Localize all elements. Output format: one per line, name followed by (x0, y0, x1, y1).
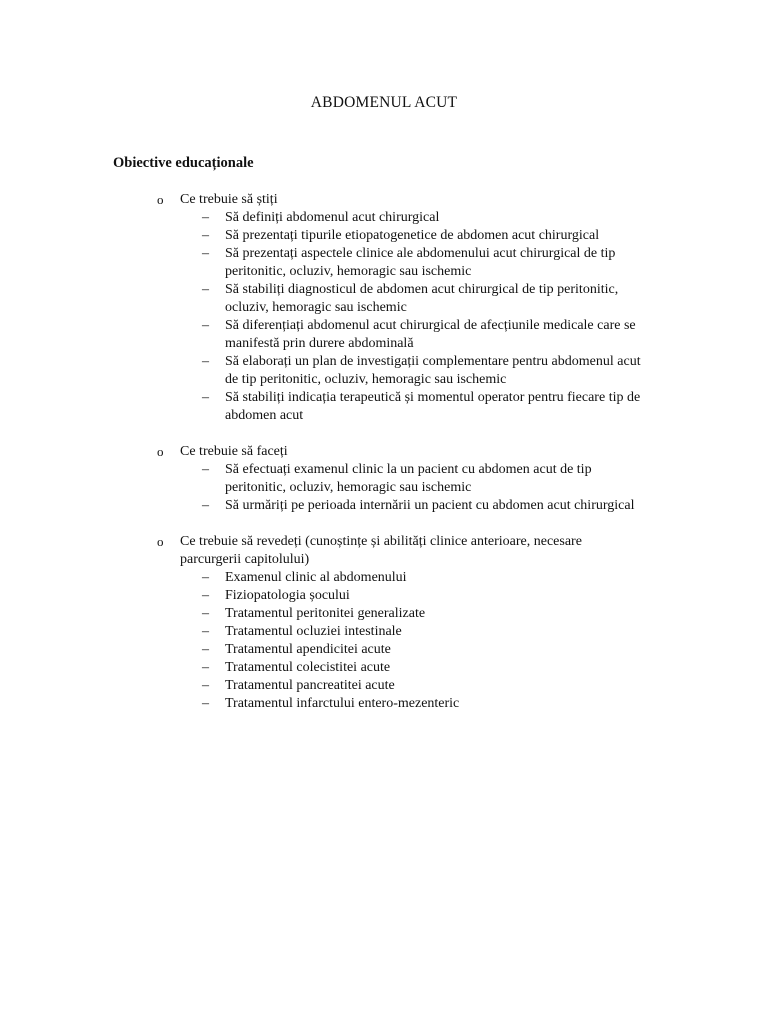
dash-bullet-icon: – (202, 210, 209, 225)
item-text: Tratamentul pancreatitei acute (225, 678, 395, 693)
item-text: Să efectuați examenul clinic la un pacient cu abdomen acut de tip peritonitic, ocluziv, hemoragic sau ischemic (225, 462, 592, 495)
question-text: Ce trebuie să știți (180, 192, 278, 207)
item-text: Să urmăriți pe perioada internării un pacient cu abdomen acut chirurgical (225, 498, 635, 513)
item-list (0, 461, 768, 515)
dash-bullet-icon: – (202, 462, 209, 477)
item-text: Tratamentul colecistitei acute (225, 660, 391, 675)
item-list (0, 569, 768, 713)
item-text: Tratamentul infarctului entero-mezenteric (225, 696, 460, 711)
item-text: Să definiți abdomenul acut chirurgical (225, 210, 440, 225)
item-text: Să stabiliți diagnosticul de abdomen acut chirurgical de tip peritonitic, ocluziv, hemoragic sau ischemic (225, 282, 619, 315)
list-item (0, 569, 655, 587)
item-text: Examenul clinic al abdomenului (225, 570, 407, 585)
section-question (0, 533, 620, 569)
item-text: Să diferențiați abdomenul acut chirurgical de afecțiunile medicale care se manifestă prin durere abdominală (225, 318, 636, 351)
section-heading: Obiective educaționale (113, 155, 254, 171)
list-item (0, 209, 655, 227)
dash-bullet-icon: – (202, 228, 209, 243)
question-text: Ce trebuie să faceți (180, 444, 288, 459)
item-text: Să prezentați aspectele clinice ale abdomenului acut chirurgical de tip peritonitic, ocluziv, hemoragic sau ischemic (225, 246, 616, 279)
section-question (0, 191, 620, 209)
item-text: Să prezentați tipurile etiopatogenetice de abdomen acut chirurgical (225, 228, 600, 243)
list-item (0, 461, 655, 497)
dash-bullet-icon: – (202, 390, 209, 405)
circle-bullet-icon: o (157, 192, 164, 207)
dash-bullet-icon: – (202, 354, 209, 369)
list-item (0, 605, 655, 623)
dash-bullet-icon: – (202, 588, 209, 603)
circle-bullet-icon: o (157, 444, 164, 459)
section-question (0, 443, 620, 461)
list-item (0, 695, 655, 713)
objective-section-do (0, 443, 768, 515)
dash-bullet-icon: – (202, 318, 209, 333)
objective-section-review (0, 533, 768, 713)
objectives-list (0, 191, 768, 731)
dash-bullet-icon: – (202, 642, 209, 657)
list-item (0, 227, 655, 245)
dash-bullet-icon: – (202, 660, 209, 675)
dash-bullet-icon: – (202, 678, 209, 693)
page-title: ABDOMENUL ACUT (310, 94, 458, 111)
item-text: Să stabiliți indicația terapeutică și momentul operator pentru fiecare tip de abdomen acut (225, 390, 641, 423)
circle-bullet-icon: o (157, 534, 164, 549)
item-text: Să elaborați un plan de investigații complementare pentru abdomenul acut de tip peritonitic, ocluziv, hemoragic sau ischemic (225, 354, 641, 387)
list-item (0, 281, 655, 317)
objective-section-know (0, 191, 768, 425)
dash-bullet-icon: – (202, 246, 209, 261)
list-item (0, 587, 655, 605)
item-list (0, 209, 768, 425)
list-item (0, 641, 655, 659)
list-item (0, 353, 655, 389)
item-text: Tratamentul apendicitei acute (225, 642, 391, 657)
dash-bullet-icon: – (202, 570, 209, 585)
list-item (0, 389, 655, 425)
dash-bullet-icon: – (202, 498, 209, 513)
list-item (0, 317, 655, 353)
question-text: Ce trebuie să revedeți (cunoștințe și abilități clinice anterioare, necesare parcurgerii capitolului) (180, 534, 582, 567)
list-item (0, 623, 655, 641)
dash-bullet-icon: – (202, 624, 209, 639)
list-item (0, 245, 655, 281)
dash-bullet-icon: – (202, 282, 209, 297)
list-item (0, 659, 655, 677)
list-item (0, 677, 655, 695)
dash-bullet-icon: – (202, 606, 209, 621)
list-item (0, 497, 655, 515)
item-text: Tratamentul ocluziei intestinale (225, 624, 402, 639)
item-text: Tratamentul peritonitei generalizate (225, 606, 426, 621)
dash-bullet-icon: – (202, 696, 209, 711)
item-text: Fiziopatologia șocului (225, 588, 350, 603)
